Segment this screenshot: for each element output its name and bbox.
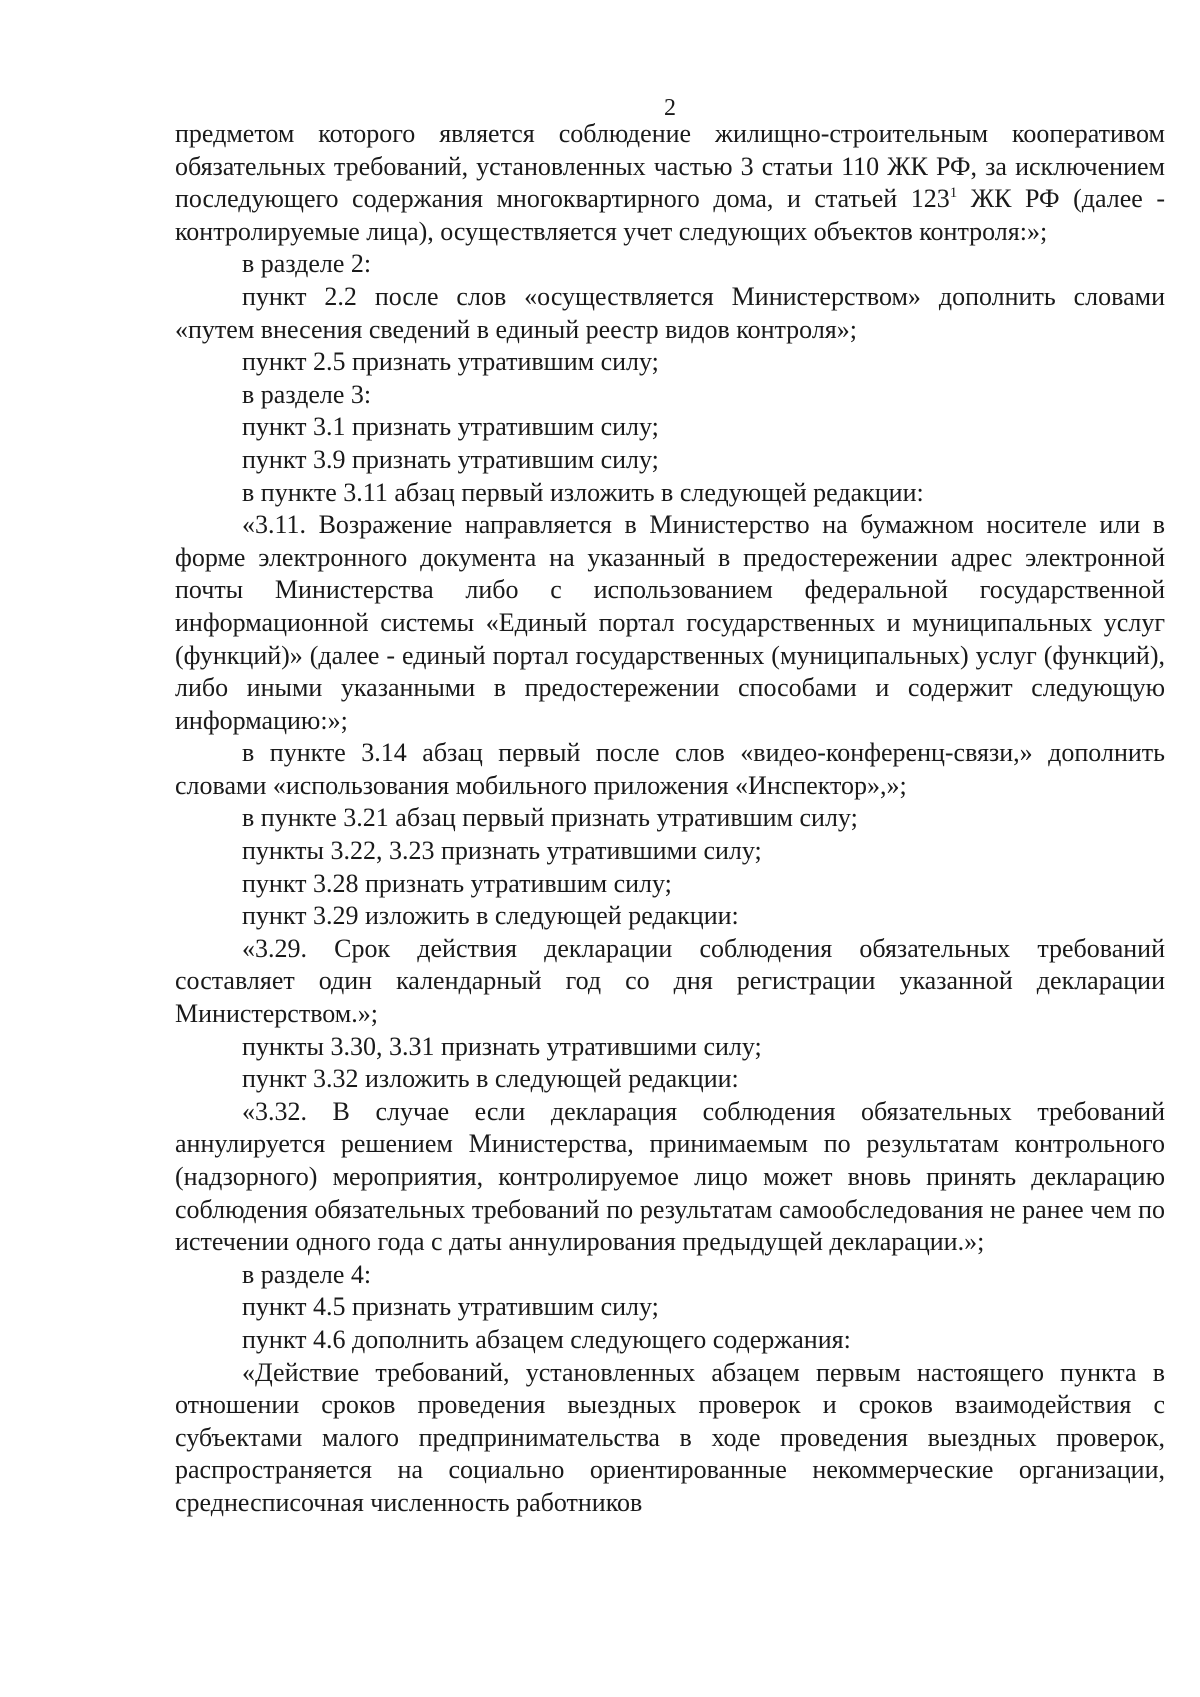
paragraph-10: в пункте 3.14 абзац первый после слов «видео-конференц-связи,» дополнить словами «использования мобильного приложения «Инспектор»,»; [175,738,1165,800]
paragraph-20: пункт 4.5 признать утратившим силу; [242,1292,659,1322]
paragraph-12: пункты 3.22, 3.23 признать утратившими силу; [242,836,762,866]
paragraph-22: «Действие требований, установленных абзацем первым настоящего пункта в отношении сроков проведения выездных проверок и сроков взаимодействия с субъектами малого предпринимательства в ходе проведения выездных проверок, распространяется на социально ориентированные некоммерческие организации, среднесписочная численность работников [175,1357,1165,1517]
paragraph-21: пункт 4.6 дополнить абзацем следующего содержания: [242,1324,851,1354]
paragraph-5: в разделе 3: [242,379,372,409]
paragraph-15: «3.29. Срок действия декларации соблюдения обязательных требований составляет один календарный год со дня регистрации указанной декларации Министерством.»; [175,933,1165,1029]
paragraph-2: в разделе 2: [242,249,372,279]
document-body [175,118,1165,1520]
paragraph-8: в пункте 3.11 абзац первый изложить в следующей редакции: [242,477,924,507]
paragraph-16: пункты 3.30, 3.31 признать утратившими силу; [242,1031,762,1061]
paragraph-text-after: ЖК РФ (далее - контролируемые лица), осуществляется учет следующих объектов контроля:»; [175,184,1165,246]
superscript: 1 [949,185,958,202]
paragraph-18: «3.32. В случае если декларация соблюдения обязательных требований аннулируется решением Министерства, принимаемым по результатам контрольного (надзорного) мероприятия, контролируемое лицо может вновь принять декларацию соблюдения обязательных требований по результатам самообследования не ранее чем по истечении одного года с даты аннулирования предыдущей декларации.»; [175,1096,1165,1257]
paragraph-text: предметом которого является соблюдение жилищно-строительным кооперативом обязательных требований, установленных частью 3 статьи 110 ЖК РФ, за исключением последующего содержания многоквартирного дома, и статьей 123 [175,119,1165,214]
paragraph-3: пункт 2.2 после слов «осуществляется Министерством» дополнить словами «путем внесения сведений в единый реестр видов контроля»; [175,281,1165,344]
paragraph-7: пункт 3.9 признать утратившим силу; [242,444,659,474]
paragraph-6: пункт 3.1 признать утратившим силу; [242,412,659,442]
paragraph-17: пункт 3.32 изложить в следующей редакции: [242,1064,739,1094]
page-number: 2 [664,95,676,121]
paragraph-9: «3.11. Возражение направляется в Министерство на бумажном носителе или в форме электронного документа на указанный в предостережении адрес электронной почты Министерства либо с использованием федеральной государственной информационной системы «Единый портал государственных и муниципальных услуг (функций)» (далее - единый портал государственных (муниципальных) услуг (функций), либо иными указанными в предостережении способами и содержит следующую информацию:»; [175,510,1165,735]
paragraph-1 [175,118,1165,248]
paragraph-19: в разделе 4: [242,1259,372,1289]
paragraph-14: пункт 3.29 изложить в следующей редакции: [242,901,739,931]
paragraph-13: пункт 3.28 признать утратившим силу; [242,868,672,898]
paragraph-4: пункт 2.5 признать утратившим силу; [242,347,659,377]
paragraph-11: в пункте 3.21 абзац первый признать утратившим силу; [242,803,858,833]
